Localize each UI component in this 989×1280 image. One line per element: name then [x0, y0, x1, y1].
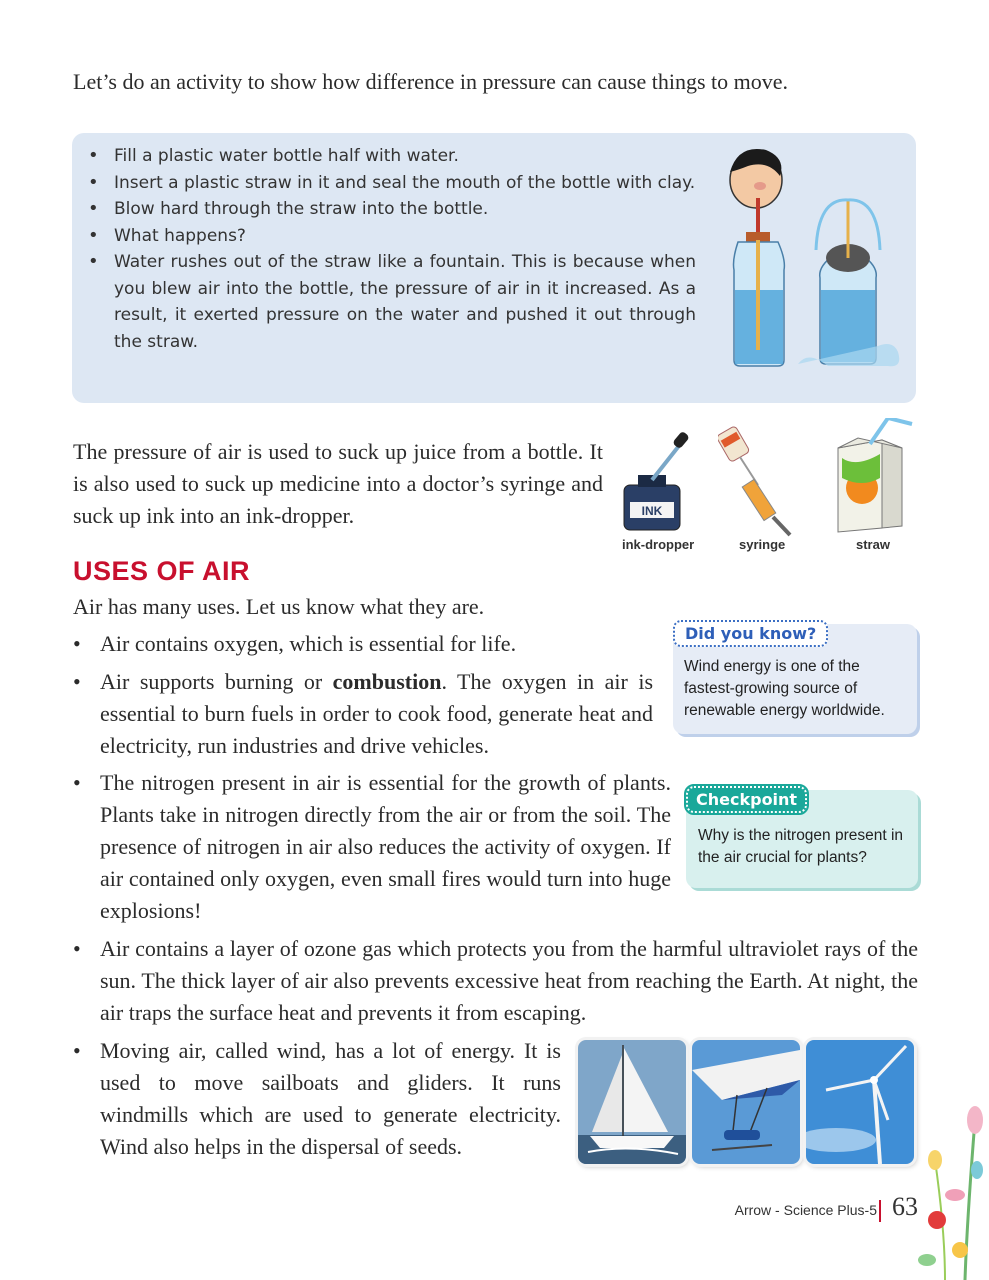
page-number: 63: [892, 1192, 918, 1221]
syringe-illustration: [718, 425, 803, 540]
straw-label: straw: [856, 537, 890, 552]
activity-steps: [86, 143, 696, 355]
activity-step: • Blow hard through the straw into the bottle.: [86, 196, 696, 223]
book-title-footer: Arrow - Science Plus-5: [734, 1202, 877, 1218]
air-pressure-paragraph: The pressure of air is used to suck up juice from a bottle. It is also used to suck up medicine into a doctor’s syringe and suck up ink into an ink-dropper.: [73, 439, 603, 528]
use-wind-text: Moving air, called wind, has a lot of energy. It is used to move sailboats and gliders. It runs windmills which are used to generate electricity. Wind also helps in the dispersal of seeds.: [100, 1038, 561, 1159]
use-nitrogen-text: The nitrogen present in air is essential for the growth of plants. Plants take in nitrogen directly from the air or from the soil. The presence of nitrogen in air also reduces the activity of oxygen. If air contained only oxygen, even small fires would turn into huge explosions!: [100, 770, 671, 923]
wind-turbine-photo: [806, 1040, 914, 1164]
list-item: [73, 933, 918, 1029]
activity-step: • What happens?: [86, 223, 696, 250]
activity-step: • Fill a plastic water bottle half with water.: [86, 143, 696, 170]
uses-of-air-heading: USES OF AIR: [73, 556, 251, 586]
list-item: [73, 666, 653, 762]
bullet-dot: •: [73, 631, 81, 656]
combustion-term: combustion: [332, 669, 442, 694]
bullet-dot: •: [73, 669, 81, 694]
bullet-dot: •: [73, 936, 81, 961]
list-item: [73, 628, 633, 660]
checkpoint-text: Why is the nitrogen present in the air crucial for plants?: [698, 827, 904, 866]
sailboat-photo: [578, 1040, 686, 1164]
use-combustion-text: [100, 666, 653, 762]
use-oxygen-text: Air contains oxygen, which is essential for life.: [100, 631, 517, 656]
use-ozone-text: Air contains a layer of ozone gas which protects you from the harmful ultraviolet rays of the sun. The thick layer of air also prevents excessive heat from reaching the Earth. At night, the air traps the surface heat and prevents it from escaping.: [100, 936, 918, 1025]
ink-dropper-illustration: [616, 430, 698, 535]
list-item: [73, 1035, 561, 1163]
list-item: [73, 767, 671, 927]
ink-label: INK: [641, 504, 663, 518]
activity-step: • Water rushes out of the straw like a fountain. This is because when you blew air into the bottle, the pressure of air in it increased. As a result, it exerted pressure on the water and pushed it out through the straw.: [86, 249, 696, 355]
intro-paragraph: Let’s do an activity to show how difference in pressure can cause things to move.: [73, 69, 789, 94]
ink-dropper-label: ink-dropper: [622, 537, 695, 552]
bullet-dot: •: [73, 770, 81, 795]
did-you-know-text: Wind energy is one of the fastest-growing source of renewable energy worldwide.: [684, 658, 885, 719]
juice-straw-illustration: [832, 418, 917, 536]
bullet-dot: •: [73, 1038, 81, 1063]
uses-intro: Air has many uses. Let us know what they are.: [73, 594, 485, 619]
bottle-fountain-illustration: [708, 140, 908, 370]
checkpoint-tag: Checkpoint: [686, 786, 807, 813]
footer-divider: [879, 1200, 881, 1222]
did-you-know-tag: Did you know?: [673, 620, 828, 647]
hang-glider-photo: [692, 1040, 800, 1164]
syringe-label: syringe: [739, 537, 786, 552]
floral-decoration-icon: [915, 1100, 989, 1280]
text-segment: . The oxygen in air is essential to burn fuels in order to cook food, generate heat and electricity, run industries and drive vehicles.: [100, 669, 654, 758]
text-segment: Air supports burning or: [100, 669, 333, 694]
activity-step: • Insert a plastic straw in it and seal the mouth of the bottle with clay.: [86, 170, 696, 197]
